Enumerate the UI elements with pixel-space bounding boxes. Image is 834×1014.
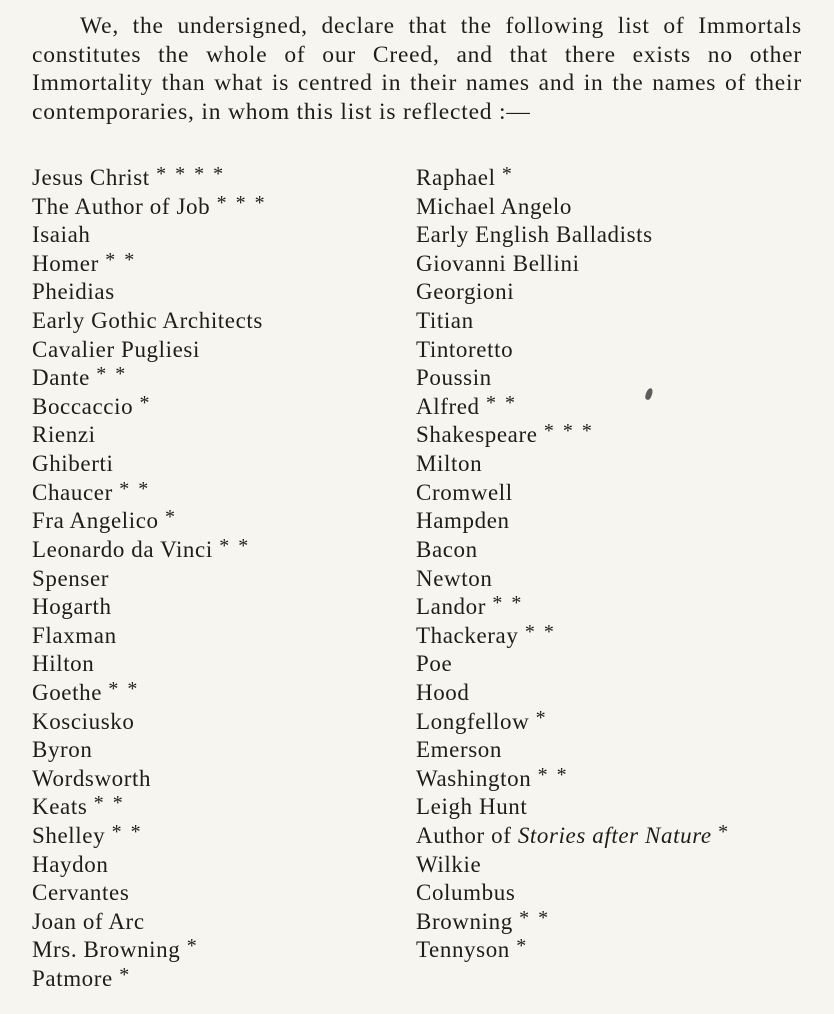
document-page [32, 12, 802, 992]
list-item [416, 565, 816, 594]
list-item [32, 565, 402, 594]
immortal-name: Landor [416, 594, 487, 620]
list-item [416, 736, 816, 765]
list-item [32, 679, 402, 708]
immortal-name: Tintoretto [416, 336, 514, 362]
immortal-name: Georgioni [416, 279, 515, 305]
star-marks: * [139, 391, 152, 414]
star-marks: * * [486, 391, 517, 414]
immortal-name: Thackeray [416, 622, 519, 648]
immortal-name: Poe [416, 651, 453, 677]
star-marks: * * [492, 592, 524, 615]
immortal-name: Hampden [416, 508, 510, 534]
star-marks: * [535, 706, 548, 729]
immortal-name: Cavalier Pugliesi [32, 336, 200, 362]
list-item [416, 793, 816, 822]
immortal-name: Poussin [416, 365, 492, 391]
list-item [416, 822, 816, 851]
star-marks: * [165, 506, 178, 529]
immortal-name: Spenser [32, 565, 110, 591]
immortal-name: Longfellow [416, 708, 530, 734]
immortal-name: Titian [416, 308, 474, 334]
list-item [32, 965, 402, 994]
list-item [416, 650, 816, 679]
immortal-name: Fra Angelico [32, 508, 159, 534]
list-item [416, 851, 816, 880]
immortal-name: Tennyson [416, 937, 510, 963]
immortal-name: Browning [416, 908, 513, 934]
star-marks: * * [96, 363, 128, 386]
list-item [32, 450, 402, 479]
immortal-name: Jesus Christ [32, 165, 150, 190]
immortal-name: Haydon [32, 851, 109, 877]
list-item [32, 708, 402, 737]
immortal-name: Wilkie [416, 851, 482, 877]
immortal-name: Giovanni Bellini [416, 250, 580, 276]
star-marks: * * [219, 534, 251, 557]
immortal-name: Michael Angelo [416, 193, 572, 219]
immortal-name: Goethe [32, 679, 103, 705]
immortal-name: Ghiberti [32, 451, 114, 477]
immortal-name: Hogarth [32, 594, 112, 620]
list-item [32, 622, 402, 651]
list-item [416, 164, 816, 193]
list-item [32, 650, 402, 679]
list-item [416, 936, 816, 965]
list-item [32, 393, 402, 422]
intro-paragraph: We, the undersigned, declare that the following list of Immortals constitutes the whole of our Creed, and that there exists no other Immortality than what is centred in their names and in the names of their contemporaries, in whom this list is reflected :— [32, 13, 802, 125]
immortal-name: Pheidias [32, 279, 115, 305]
immortal-name: Boccaccio [32, 393, 134, 419]
list-item [32, 936, 402, 965]
star-marks: * [501, 163, 514, 185]
star-marks: * * [519, 906, 551, 929]
immortal-name: Kosciusko [32, 708, 135, 734]
list-item [416, 536, 816, 565]
list-item [32, 193, 402, 222]
immortal-name: Patmore [32, 966, 113, 992]
list-item [32, 793, 402, 822]
list-item [416, 421, 816, 450]
immortal-name: Hood [416, 679, 470, 705]
list-item [416, 879, 816, 908]
immortal-name: Dante [32, 365, 90, 391]
star-marks: * * [105, 248, 137, 271]
list-item [32, 851, 402, 880]
list-item [32, 336, 402, 365]
list-item [32, 879, 402, 908]
list-item [416, 307, 816, 336]
immortal-name: Early Gothic Architects [32, 308, 263, 334]
list-item [416, 393, 816, 422]
immortal-name: Author of [416, 823, 512, 849]
list-item [32, 536, 402, 565]
list-item [416, 593, 816, 622]
immortal-name: Alfred [416, 393, 480, 419]
list-item [416, 364, 816, 393]
immortal-name: Wordsworth [32, 765, 152, 791]
list-item [416, 507, 816, 536]
star-marks: * * [108, 677, 140, 700]
list-item [32, 822, 402, 851]
star-marks: * [119, 964, 132, 987]
immortal-name: Bacon [416, 536, 478, 562]
list-item [32, 278, 402, 307]
list-item [416, 336, 816, 365]
immortal-name: Leonardo da Vinci [32, 536, 213, 562]
star-marks: * [516, 935, 529, 958]
immortal-name: Cromwell [416, 479, 513, 505]
immortal-name: The Author of Job [32, 193, 211, 219]
list-item [32, 507, 402, 536]
star-marks: * [718, 821, 731, 844]
immortal-name: Chaucer [32, 479, 113, 505]
star-marks: * [186, 935, 199, 958]
immortal-name: Shakespeare [416, 422, 538, 448]
list-item [32, 364, 402, 393]
immortal-name: Early English Balladists [416, 222, 653, 248]
list-item [416, 708, 816, 737]
immortal-name: Emerson [416, 737, 502, 763]
list-item [32, 593, 402, 622]
star-marks: * * [111, 821, 143, 844]
immortal-name: Mrs. Browning [32, 937, 181, 963]
star-marks: * * [93, 792, 125, 815]
immortal-name: Washington [416, 765, 532, 791]
list-item [32, 307, 402, 336]
star-marks: * * * * [156, 163, 226, 185]
immortal-name: Homer [32, 250, 99, 276]
list-item [32, 221, 402, 250]
right-column-list [416, 164, 816, 965]
list-item [416, 479, 816, 508]
immortal-name: Rienzi [32, 422, 96, 448]
list-item [416, 278, 816, 307]
immortal-name: Isaiah [32, 222, 91, 248]
list-item [32, 479, 402, 508]
immortal-name: Newton [416, 565, 493, 591]
italic-title: Stories after Nature [517, 823, 712, 849]
immortal-name: Byron [32, 737, 93, 763]
star-marks: * * [524, 620, 556, 643]
list-item [416, 679, 816, 708]
star-marks: * * [537, 763, 569, 786]
list-item [416, 221, 816, 250]
list-item [32, 421, 402, 450]
star-marks: * * * [216, 191, 267, 214]
star-marks: * * [119, 477, 151, 500]
immortal-name: Joan of Arc [32, 908, 145, 934]
immortal-name: Cervantes [32, 880, 130, 906]
immortal-name: Leigh Hunt [416, 794, 528, 820]
list-item [32, 736, 402, 765]
list-item [416, 193, 816, 222]
list-item [32, 765, 402, 794]
list-item [32, 250, 402, 279]
list-item [416, 450, 816, 479]
list-item [416, 765, 816, 794]
list-item [416, 250, 816, 279]
immortal-name: Columbus [416, 880, 516, 906]
immortal-name: Shelley [32, 823, 106, 849]
left-column-list [32, 164, 402, 994]
immortal-name: Flaxman [32, 622, 117, 648]
list-item [416, 622, 816, 651]
immortal-name: Hilton [32, 651, 95, 677]
list-item [32, 164, 402, 193]
immortal-name: Milton [416, 451, 483, 477]
star-marks: * * * [543, 420, 594, 443]
immortal-name: Keats [32, 794, 88, 820]
list-item [416, 908, 816, 937]
immortal-name: Raphael [416, 165, 496, 190]
list-item [32, 908, 402, 937]
